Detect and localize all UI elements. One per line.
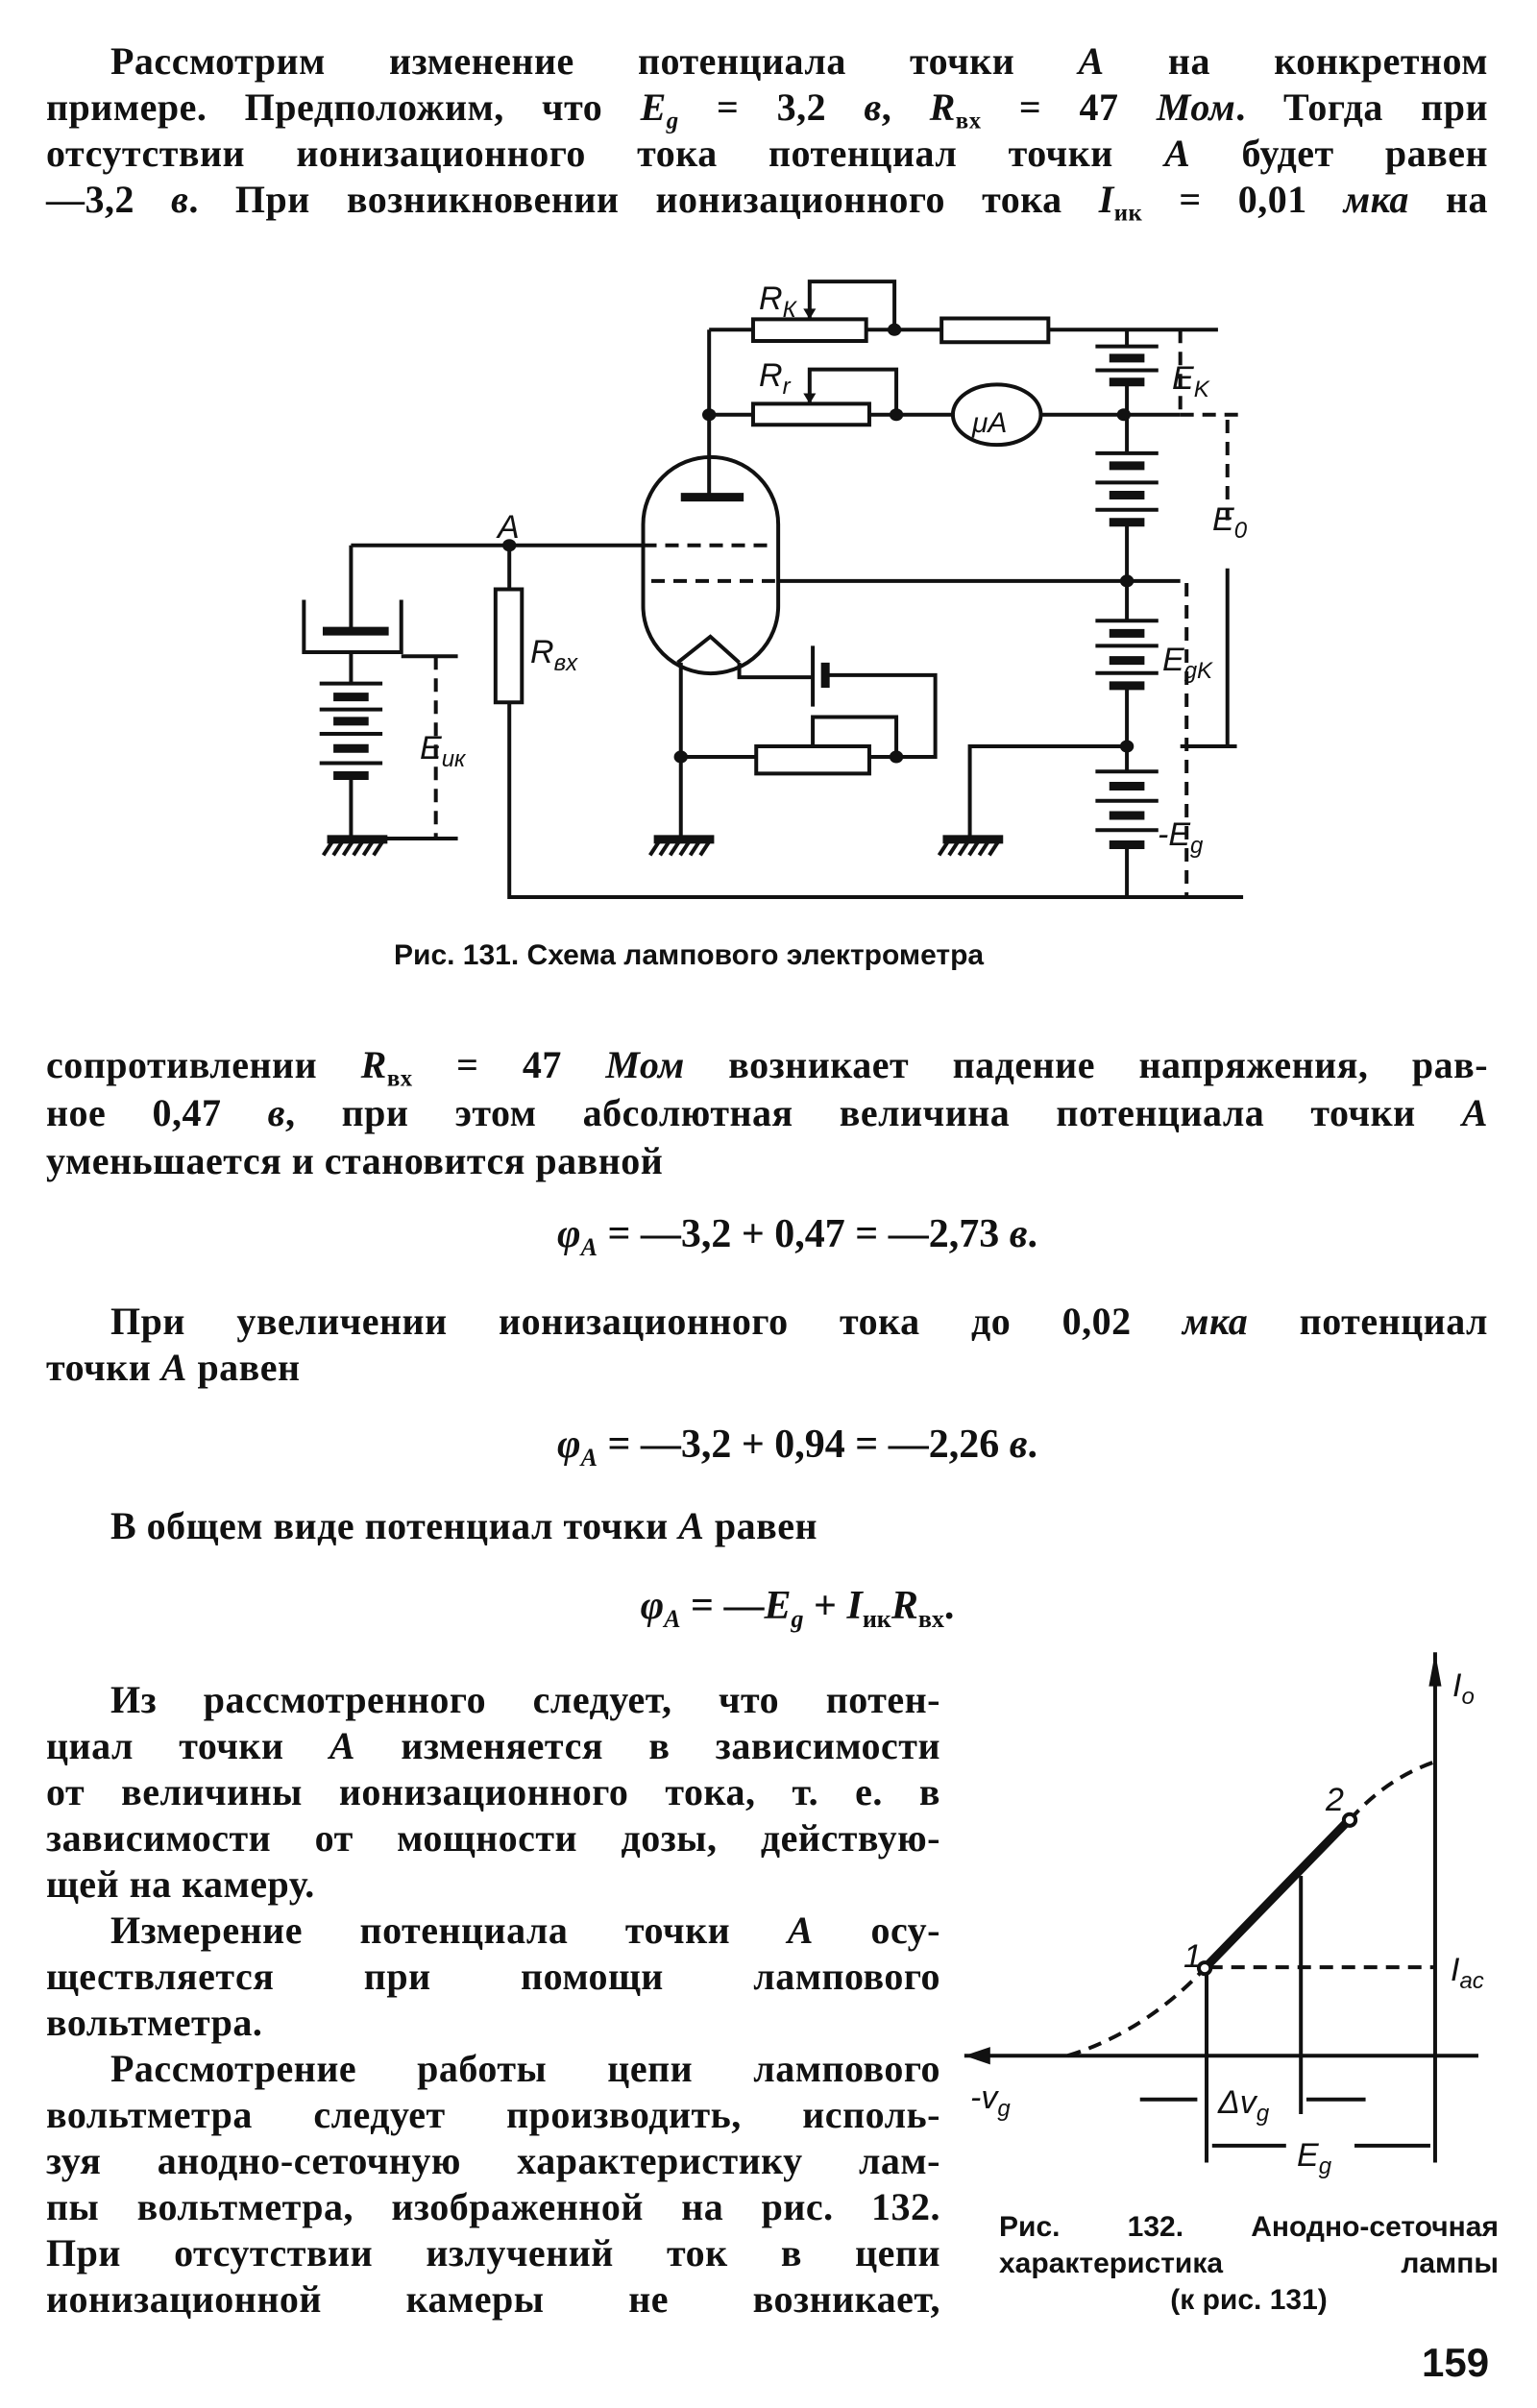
- text-run: A: [787, 1909, 814, 1952]
- text-run: g: [791, 1605, 804, 1634]
- text-run: .: [1027, 1212, 1038, 1256]
- junction-dot: [674, 750, 688, 763]
- label-main: μA: [972, 407, 1008, 439]
- ground-icon: [650, 839, 715, 856]
- curve-linear-segment: [1205, 1820, 1349, 1968]
- text-run: A: [580, 1233, 598, 1262]
- text-run: сопротивлении: [46, 1043, 361, 1086]
- label-subscript: g: [1318, 2153, 1332, 2179]
- junction-dot: [888, 324, 901, 336]
- label-subscript: g: [1256, 2101, 1270, 2127]
- label-main: E: [1297, 2137, 1319, 2174]
- text-run: Измерение потенциала точки: [110, 1909, 788, 1952]
- text-run: E: [640, 85, 667, 129]
- text-run: Мом: [605, 1043, 685, 1086]
- text-run: . Тогда при: [1235, 85, 1488, 129]
- label-main: R: [530, 634, 554, 670]
- text-run: ществляется при помощи лампового: [46, 1955, 940, 1998]
- text-run: Рассмотрение работы цепи лампового: [110, 2047, 940, 2090]
- text-run: A: [678, 1504, 705, 1547]
- curve-upper-dashed: [1350, 1762, 1435, 1820]
- text-run: Рассмотрим изменение потенциала точки: [110, 39, 1079, 83]
- text-run: .: [943, 1584, 955, 1628]
- label-egk: [1162, 642, 1213, 684]
- label-a: [496, 509, 520, 546]
- label-main: R: [759, 357, 783, 394]
- label-main: E: [1162, 642, 1184, 678]
- figure-131-caption: [394, 937, 984, 974]
- battery-eik-icon: [320, 684, 382, 776]
- label-subscript: 0: [1233, 518, 1248, 544]
- text-run: A: [1078, 39, 1105, 83]
- text-run: R: [890, 1584, 918, 1628]
- text-run: вольтметра.: [46, 2001, 263, 2044]
- junction-dot: [702, 408, 716, 421]
- text-run: = —3,2 + 0,47 = —2,73: [597, 1212, 1010, 1256]
- text-run: I: [846, 1584, 863, 1628]
- label-rk: [759, 280, 798, 323]
- label-p2: [1325, 1782, 1344, 1818]
- text-run: При отсутствии излучений ток в цепи: [46, 2231, 940, 2274]
- label-subscript: К: [782, 297, 796, 323]
- label-vg: [970, 2080, 1011, 2122]
- figure-132-caption-line: Рис. 132. Анодно-сеточная: [999, 2211, 1499, 2243]
- text-run: = 3,2: [678, 85, 865, 129]
- text-run: вольтметра следует производить, исполь-: [46, 2093, 940, 2136]
- text-run: A: [1461, 1091, 1488, 1134]
- label-main: I: [1451, 1952, 1460, 1988]
- label-e0: [1212, 501, 1248, 544]
- label-main: E: [420, 730, 442, 766]
- text-run: I: [1098, 178, 1114, 221]
- label-main: 2: [1326, 1782, 1344, 1818]
- resistor: [941, 318, 1048, 342]
- junction-dot: [890, 408, 903, 421]
- label-ua: [971, 407, 1007, 439]
- battery-ek-icon: [1095, 347, 1158, 382]
- label-eik: [420, 730, 467, 772]
- label-main: Δv: [1218, 2084, 1256, 2121]
- text-run: ионизационной камеры не возникает,: [46, 2277, 940, 2321]
- label-subscript: вх: [553, 650, 578, 676]
- text-run: будет равен: [1190, 132, 1488, 175]
- text-run: , при этом абсолютная величина потенциала точки: [284, 1091, 1462, 1134]
- text-run: вх: [955, 108, 982, 134]
- text-run: E: [764, 1584, 792, 1628]
- text-run: A: [664, 1605, 681, 1634]
- figure-132-labels: [970, 1667, 1484, 2179]
- text-run: A: [1164, 132, 1191, 175]
- text-run: зуя анодно-сеточную характеристику лам-: [46, 2139, 940, 2182]
- label-main: -v: [970, 2080, 998, 2116]
- text-run: .: [1027, 1423, 1038, 1467]
- resistor-rk: [753, 319, 866, 341]
- text-run: A: [580, 1444, 598, 1472]
- text-run: Мом: [1156, 85, 1236, 129]
- text-run: на конкретном: [1104, 39, 1488, 83]
- text-run: мка: [1183, 1300, 1249, 1343]
- figure-132-caption-line: (к рис. 131): [1170, 2284, 1328, 2316]
- text-run: A: [329, 1724, 356, 1767]
- text-run: ик: [862, 1605, 891, 1634]
- text-run: пы вольтметра, изображенной на рис. 132.: [46, 2185, 940, 2228]
- text-run: щей на камеру.: [46, 1862, 315, 1906]
- junction-dots: [502, 324, 1134, 764]
- label-main: A: [498, 509, 520, 546]
- text-run: ик: [1113, 200, 1143, 227]
- label-main: E: [1212, 501, 1234, 538]
- x-axis-arrow-icon: [964, 2047, 990, 2064]
- text-run: потенциал: [1248, 1300, 1489, 1343]
- text-run: в: [1009, 1212, 1028, 1256]
- text-run: φ: [640, 1584, 665, 1628]
- label-subscript: r: [782, 374, 791, 400]
- curve-lower-dashed: [1068, 1968, 1205, 2055]
- ground-icon: [324, 839, 388, 856]
- resistor-rr: [753, 403, 869, 425]
- label-main: E: [1172, 360, 1194, 397]
- text-run: +: [803, 1584, 847, 1628]
- label-subscript: g: [1190, 833, 1204, 859]
- text-run: g: [666, 108, 679, 134]
- text-run: ,: [881, 85, 930, 129]
- text-run: равен: [186, 1346, 301, 1389]
- text-run: возникает падение напряжения, рав-: [684, 1043, 1489, 1086]
- text-run: φ: [556, 1423, 581, 1467]
- label-iac: [1451, 1952, 1484, 1994]
- text-run: ное 0,47: [46, 1091, 268, 1134]
- text-run: = 47: [981, 85, 1157, 129]
- resistor-filament: [756, 746, 869, 773]
- text-run: . При возникновении ионизационного тока: [188, 178, 1099, 221]
- y-axis-arrow-icon: [1428, 1652, 1441, 1686]
- text-run: в: [864, 85, 882, 129]
- text-run: примере. Предположим, что: [46, 85, 641, 129]
- text-run: вх: [917, 1605, 944, 1634]
- text-run: R: [929, 85, 956, 129]
- label-main: -E: [1158, 816, 1190, 853]
- text-run: Из рассмотренного следует, что потен-: [110, 1678, 940, 1721]
- text-run: мка: [1343, 178, 1409, 221]
- text-run: В общем виде потенциал точки: [110, 1504, 679, 1547]
- junction-dot: [1120, 574, 1134, 587]
- label-eg: [1158, 816, 1204, 859]
- battery-e0-icon: [1095, 453, 1158, 523]
- point-2-marker: [1344, 1814, 1355, 1826]
- text-run: При увеличении ионизационного тока до 0,02: [110, 1300, 1183, 1343]
- figure-132-caption-line: характеристика лампы: [999, 2248, 1499, 2279]
- text-run: φ: [556, 1212, 581, 1256]
- label-subscript: o: [1461, 1684, 1475, 1710]
- label-main: I: [1452, 1667, 1462, 1704]
- text-run: —3,2: [46, 178, 172, 221]
- label-subscript: ac: [1459, 1968, 1484, 1994]
- text-run: R: [360, 1043, 387, 1086]
- junction-dot: [890, 750, 903, 763]
- text-run: = —: [680, 1584, 765, 1628]
- text-run: вх: [386, 1065, 413, 1092]
- label-dvg: [1217, 2084, 1270, 2127]
- label-p1: [1183, 1938, 1202, 1975]
- resistor-rvx: [496, 590, 522, 703]
- text-run: = 0,01: [1142, 178, 1344, 221]
- text-run: циал точки: [46, 1724, 329, 1767]
- text-run: от величины ионизационного тока, т. е. в: [46, 1770, 940, 1813]
- text-run: уменьшается и становится равной: [46, 1139, 664, 1182]
- battery-egk-icon: [1095, 620, 1158, 686]
- battery-eg-icon: [1095, 771, 1158, 844]
- text-run: на: [1408, 178, 1488, 221]
- label-ek: [1172, 360, 1210, 402]
- label-io: [1452, 1667, 1475, 1710]
- caption-text: Схема лампового электрометра: [526, 939, 985, 971]
- label-rvx: [530, 634, 578, 676]
- text-run: отсутствии ионизационного тока потенциал точки: [46, 132, 1165, 175]
- label-subscript: ик: [441, 746, 466, 772]
- label-main: 1: [1183, 1938, 1202, 1975]
- label-main: R: [759, 280, 783, 317]
- caption-number: Рис. 131.: [394, 939, 520, 971]
- junction-dot: [1117, 408, 1131, 421]
- text-run: осу-: [813, 1909, 941, 1952]
- text-run: равен: [704, 1504, 818, 1547]
- text-run: = —3,2 + 0,94 = —2,26: [597, 1423, 1010, 1467]
- text-run: в: [267, 1091, 285, 1134]
- ground-icons: [324, 839, 1004, 856]
- text-run: A: [160, 1346, 187, 1389]
- text-run: в: [1009, 1423, 1028, 1467]
- page-number: 159: [1422, 2340, 1490, 2385]
- label-subscript: K: [1193, 377, 1209, 402]
- text-run: в: [171, 178, 189, 221]
- ground-icon: [939, 839, 1004, 856]
- text-run: = 47: [412, 1043, 606, 1086]
- label-rr: [759, 357, 792, 400]
- text-run: зависимости от мощности дозы, действую-: [46, 1816, 940, 1860]
- text-run: точки: [46, 1346, 161, 1389]
- label-eg: [1297, 2137, 1332, 2179]
- label-subscript: g: [997, 2096, 1011, 2122]
- junction-dot: [1120, 741, 1134, 753]
- text-run: изменяется в зависимости: [355, 1724, 940, 1767]
- label-subscript: gK: [1183, 658, 1213, 684]
